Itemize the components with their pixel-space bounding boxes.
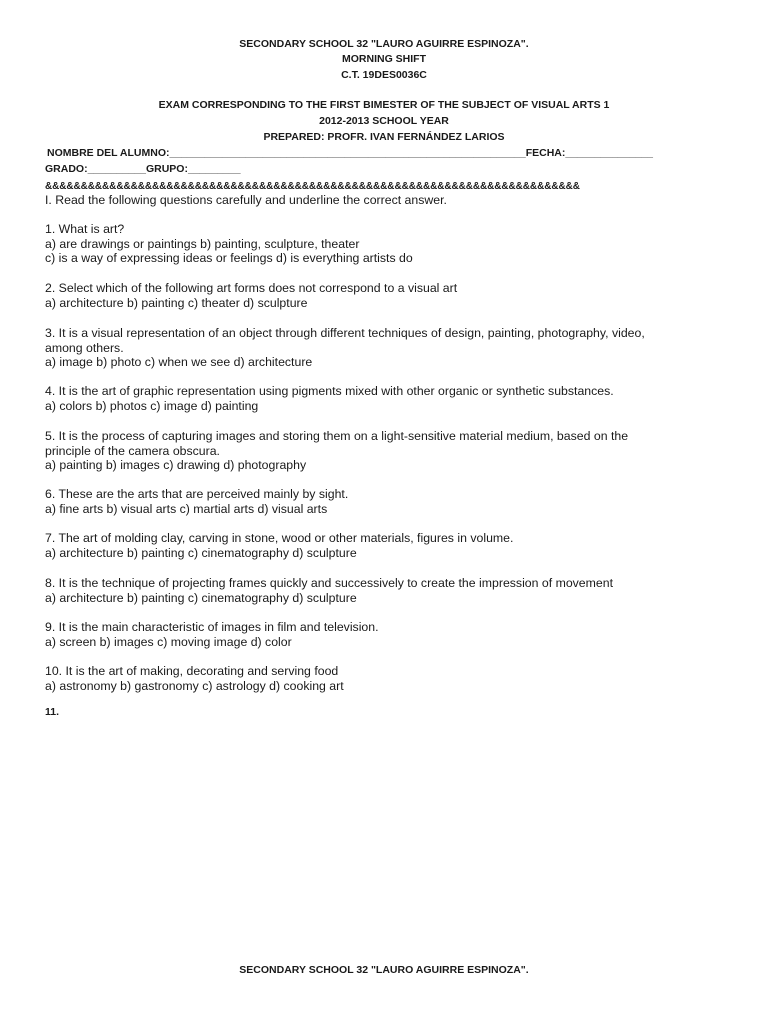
question-text: 5. It is the process of capturing images and storing them on a light-sensitive material medium, based on the [45,429,629,443]
answer-options: a) colors b) photos c) image d) painting [45,398,259,413]
question-1 [45,222,735,266]
question-2 [45,281,735,310]
question-text: 1. What is art? [45,222,125,236]
question-text: 8. It is the technique of projecting frames quickly and successively to create the impression of movement [45,576,613,590]
question-text: 7. The art of molding clay, carving in stone, wood or other materials, figures in volume. [45,531,514,545]
question-text: 10. It is the art of making, decorating and serving food [45,664,339,678]
student-name-line: NOMBRE DEL ALUMNO:_____________________________________________________________FECHA:_______________ [47,147,653,159]
question-text: among others. [45,340,124,355]
answer-options: a) architecture b) painting c) cinematography d) sculpture [45,545,357,560]
question-8 [45,576,735,605]
answer-options: a) fine arts b) visual arts c) martial arts d) visual arts [45,501,328,516]
answer-options: c) is a way of expressing ideas or feelings d) is everything artists do [45,251,413,266]
question-10 [45,664,735,693]
question-text: principle of the camera obscura. [45,443,220,458]
answer-options: a) painting b) images c) drawing d) photography [45,458,307,473]
shift: MORNING SHIFT [342,53,426,65]
question-text: 4. It is the art of graphic representation using pigments mixed with other organic or synthetic substances. [45,384,614,398]
answer-options: a) architecture b) painting c) cinematography d) sculpture [45,590,357,605]
prepared-by: PREPARED: PROFR. IVAN FERNÁNDEZ LARIOS [263,131,505,143]
question-3 [45,326,735,370]
school-name: SECONDARY SCHOOL 32 "LAURO AGUIRRE ESPINOZA". [239,38,529,50]
answer-options: a) screen b) images c) moving image d) color [45,634,292,649]
question-text: 3. It is a visual representation of an object through different techniques of design, painting, photography, video, [45,326,645,340]
instructions: I. Read the following questions carefully and underline the correct answer. [45,193,447,207]
exam-title: EXAM CORRESPONDING TO THE FIRST BIMESTER OF THE SUBJECT OF VISUAL ARTS 1 [158,99,610,111]
footer-school-name: SECONDARY SCHOOL 32 "LAURO AGUIRRE ESPINOZA". [239,964,529,976]
question-4 [45,384,735,413]
question-5 [45,429,735,473]
school-year: 2012-2013 SCHOOL YEAR [319,115,449,127]
answer-options: a) architecture b) painting c) theater d) sculpture [45,295,308,310]
answer-options: a) are drawings or paintings b) painting, sculpture, theater [45,236,360,251]
question-7 [45,531,735,560]
question-text: 6. These are the arts that are perceived mainly by sight. [45,487,349,501]
answer-options: a) astronomy b) gastronomy c) astrology d) cooking art [45,678,344,693]
answer-options: a) image b) photo c) when we see d) architecture [45,355,313,370]
question-6 [45,487,735,516]
question-text: 2. Select which of the following art forms does not correspond to a visual art [45,281,458,295]
grade-group-line: GRADO:__________GRUPO:_________ [45,163,241,175]
question-text: 9. It is the main characteristic of images in film and television. [45,620,379,634]
question-9 [45,620,735,649]
question-11-number: 11. [45,706,60,718]
school-code: C.T. 19DES0036C [341,69,427,81]
separator-line: &&&&&&&&&&&&&&&&&&&&&&&&&&&&&&&&&&&&&&&&&&&&&&&&&&&&&&&&&&&&&&&&&&&&&&&&&&& [45,181,580,192]
